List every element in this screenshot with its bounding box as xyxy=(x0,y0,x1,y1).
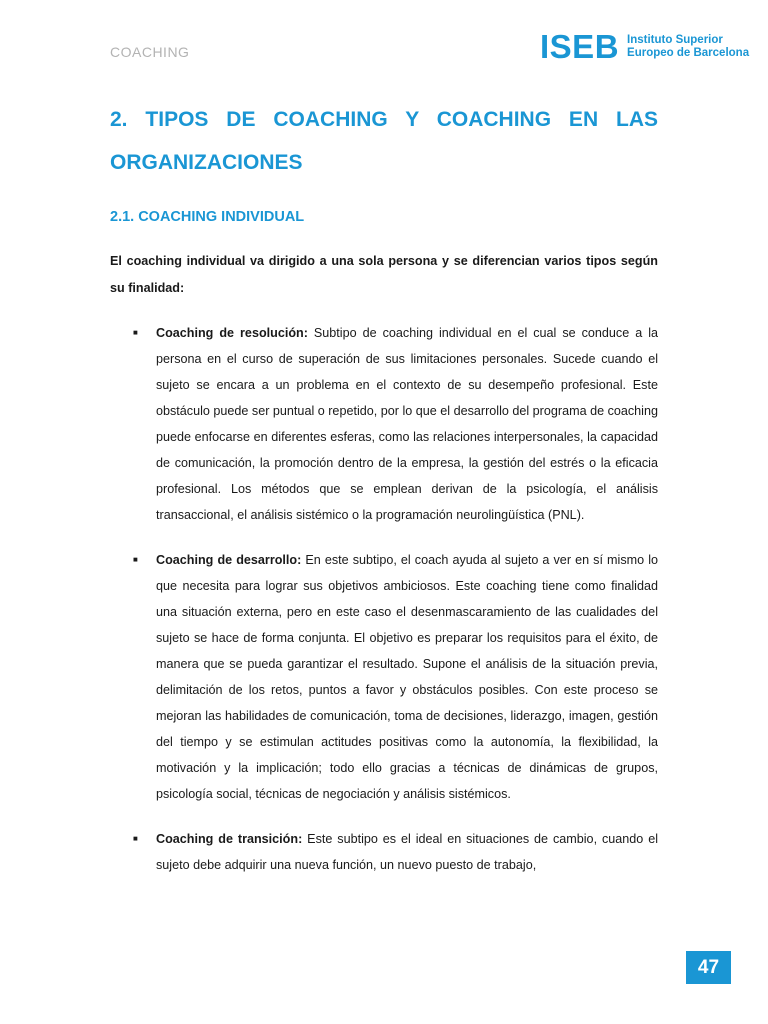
bullet-term: Coaching de desarrollo: xyxy=(156,553,302,567)
square-bullet-icon: ■ xyxy=(133,328,138,337)
bullet-term: Coaching de transición: xyxy=(156,832,303,846)
square-bullet-icon: ■ xyxy=(133,834,138,843)
bullet-term: Coaching de resolución: xyxy=(156,326,308,340)
bullet-text: En este subtipo, el coach ayuda al sujeto a ver en sí mismo lo que necesita para lograr sus objetivos ambiciosos. Este coaching tiene como finalidad una situación externa, pero en este caso el desenmascaramiento de las cualidades del sujeto se hace de forma conjunta. El objetivo es preparar los requisitos para el éxito, de manera que se pueda garantizar el resultado. Supone el análisis de la situación previa, delimitación de los retos, puntos a favor y obstáculos posibles. Con este proceso se mejoran las habilidades de comunicación, toma de decisiones, liderazgo, imagen, gestión del tiempo y se estimulan actitudes positivas como la autonomía, la flexibilidad, la motivación y la implicación; todo ello gracias a técnicas de dinámicas de grupos, psicología social, técnicas de negociación y análisis sistémicos. xyxy=(156,553,658,801)
section-title: 2.1. COACHING INDIVIDUAL xyxy=(110,209,305,225)
logo-text-line-1: Instituto Superior xyxy=(627,33,723,46)
logo-text-line-2: Europeo de Barcelona xyxy=(627,46,750,59)
page-number: 47 xyxy=(686,951,731,984)
list-item xyxy=(110,826,658,878)
coaching-types-list xyxy=(110,320,658,878)
chapter-title: 2. TIPOS DE COACHING Y COACHING EN LAS ORGANIZACIONES xyxy=(110,108,658,174)
square-bullet-icon: ■ xyxy=(133,555,138,564)
running-header: COACHING xyxy=(110,44,190,60)
page-content xyxy=(110,98,658,878)
logo-text xyxy=(627,34,749,60)
intro-paragraph: El coaching individual va dirigido a una sola persona y se diferencian varios tipos según su finalidad: xyxy=(110,254,658,295)
iseb-logo xyxy=(540,30,749,63)
list-item xyxy=(110,547,658,807)
list-item xyxy=(110,320,658,528)
logo-mark: ISEB xyxy=(540,28,620,65)
bullet-text: Subtipo de coaching individual en el cual se conduce a la persona en el curso de superación de sus limitaciones personales. Sucede cuando el sujeto se encara a un problema en el contexto de su desempeño profesional. Este obstáculo puede ser puntual o repetido, por lo que el desarrollo del programa de coaching puede enfocarse en diferentes esferas, como las relaciones interpersonales, la capacidad de comunicación, la promoción dentro de la empresa, la gestión del estrés o la eficacia profesional. Los métodos que se emplean derivan de la psicología, el análisis transaccional, el análisis sistémico o la programación neurolingüística (PNL). xyxy=(156,326,659,522)
bullet-text: Este subtipo es el ideal en situaciones de cambio, cuando el sujeto debe adquirir una nueva función, un nuevo puesto de trabajo, xyxy=(156,832,658,872)
